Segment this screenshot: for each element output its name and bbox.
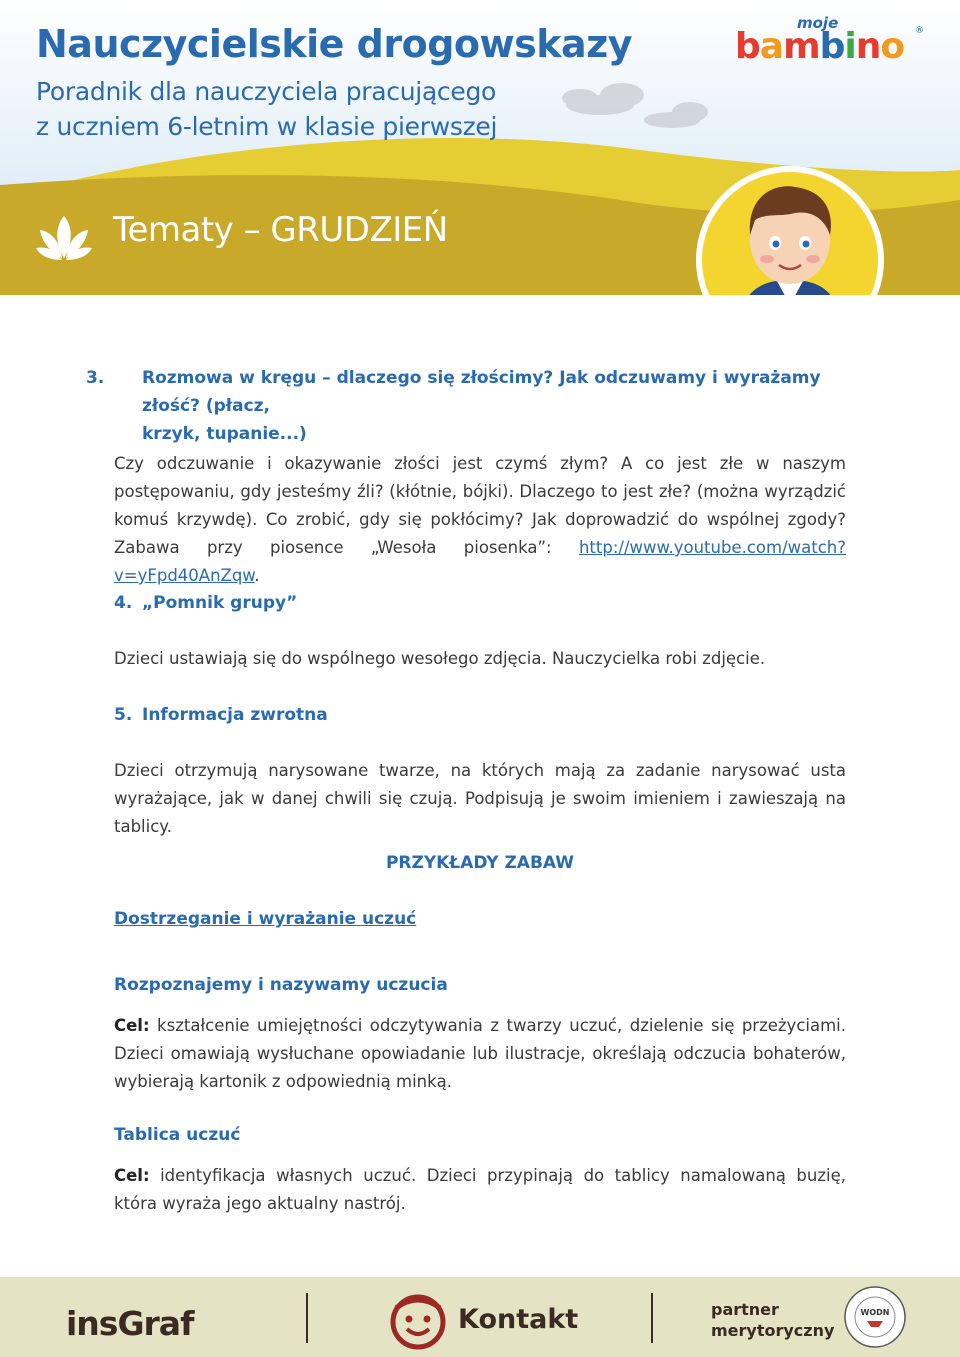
logo-letter: o: [880, 26, 905, 67]
examples-heading: PRZYKŁADY ZABAW: [385, 853, 575, 873]
logo-bambino: [735, 26, 904, 67]
item-3-title: [86, 364, 846, 448]
subtitle-line: Poradnik dla nauczyciela pracującego: [36, 77, 497, 106]
logo-letter: m: [783, 26, 820, 67]
page-header: [0, 0, 960, 295]
leaf-icon: [36, 214, 92, 262]
item-4-text: Dzieci ustawiają się do wspólnego wesołego zdjęcia. Nauczycielka robi zdjęcie.: [114, 649, 766, 668]
item-3: [86, 364, 846, 448]
youtube-link[interactable]: http://www.youtube.com/watch?v=yFpd40AnZqw: [114, 538, 846, 585]
seal-text: WODN: [860, 1308, 890, 1317]
logo-letter: n: [855, 26, 881, 67]
logo-moje: moje: [797, 14, 839, 32]
wodn-seal-icon: [843, 1285, 907, 1349]
item-number: 5.: [114, 705, 133, 725]
kontakt-face-icon: [388, 1294, 448, 1350]
page-footer: [0, 1277, 960, 1357]
item-3-title-line2: krzyk, tupanie...): [142, 424, 307, 444]
section-title: Tematy – GRUDZIEŃ: [113, 210, 448, 250]
moje-bambino-logo: [735, 14, 925, 66]
boy-illustration: [695, 165, 885, 295]
item-3-title-line1: Rozmowa w kręgu – dlaczego się złościmy? Jak odczuwamy i wyrażamy złość? (płacz,: [142, 368, 821, 416]
link-suffix: .: [254, 566, 260, 585]
game-description: [114, 1012, 846, 1096]
item-number: 4.: [114, 593, 133, 613]
item-4-heading: „Pomnik grupy”: [142, 593, 298, 613]
footer-divider: [651, 1293, 653, 1343]
item-number: 3.: [86, 368, 105, 388]
item-5-title: [114, 701, 874, 729]
logo-letter: a: [759, 26, 784, 67]
page-subtitle: [36, 74, 497, 144]
game-title: Rozpoznajemy i nazywamy uczucia: [114, 975, 448, 995]
logo-letter: i: [844, 26, 856, 67]
item-3-text: [114, 450, 846, 590]
game-text: identyfikacja własnych uczuć. Dzieci przypinają do tablicy namalowaną buzię, która wyraża jego aktualny nastrój.: [114, 1166, 846, 1213]
subtitle-line: z uczniem 6-letnim w klasie pierwszej: [36, 112, 498, 141]
insgraf-logo: insGraf: [66, 1304, 194, 1343]
item-4-title: [114, 589, 874, 617]
logo-letter: b: [735, 26, 760, 67]
game-text: kształcenie umiejętności odczytywania z twarzy uczuć, dzielenie się przeżyciami. Dzieci omawiają wysłuchane opowiadanie lub ilustracje, określają odczucia bohaterów, wybierają kartonik z odpowiednią minką.: [114, 1016, 846, 1091]
logo-letter: b: [819, 26, 845, 67]
item-3-body: Czy odczuwanie i okazywanie złości jest czymś złym? A co jest złe w naszym postępowaniu, gdy jesteśmy źli? (kłótnie, bójki). Dlaczego to jest złe? (można wyrządzić komuś krzywdę). Co zrobić, gdy się pokłócimy? Jak doprowadzić do wspólnej zgody? Zabawa przy piosence „Wesoła piosenka”:: [114, 454, 846, 557]
goal-label: Cel:: [114, 1016, 150, 1035]
goal-label: Cel:: [114, 1166, 150, 1185]
game-description: [114, 1162, 846, 1218]
page-title: Nauczycielskie drogowskazy: [36, 22, 633, 66]
footer-divider: [306, 1293, 308, 1343]
examples-category: Dostrzeganie i wyrażanie uczuć: [114, 909, 417, 929]
kontakt-logo: Kontakt: [458, 1304, 579, 1335]
partner-label: [711, 1299, 834, 1341]
logo-registered-mark: ®: [915, 26, 924, 36]
item-5-text: Dzieci otrzymują narysowane twarze, na których mają za zadanie narysować usta wyrażające, jak w danej chwili się czują. Podpisują je swoim imieniem i zawieszają na tablicy.: [114, 761, 846, 836]
item-5-heading: Informacja zwrotna: [142, 705, 328, 725]
partner-line: partner: [711, 1300, 779, 1319]
partner-line: merytoryczny: [711, 1321, 835, 1340]
game-title: Tablica uczuć: [114, 1125, 241, 1145]
